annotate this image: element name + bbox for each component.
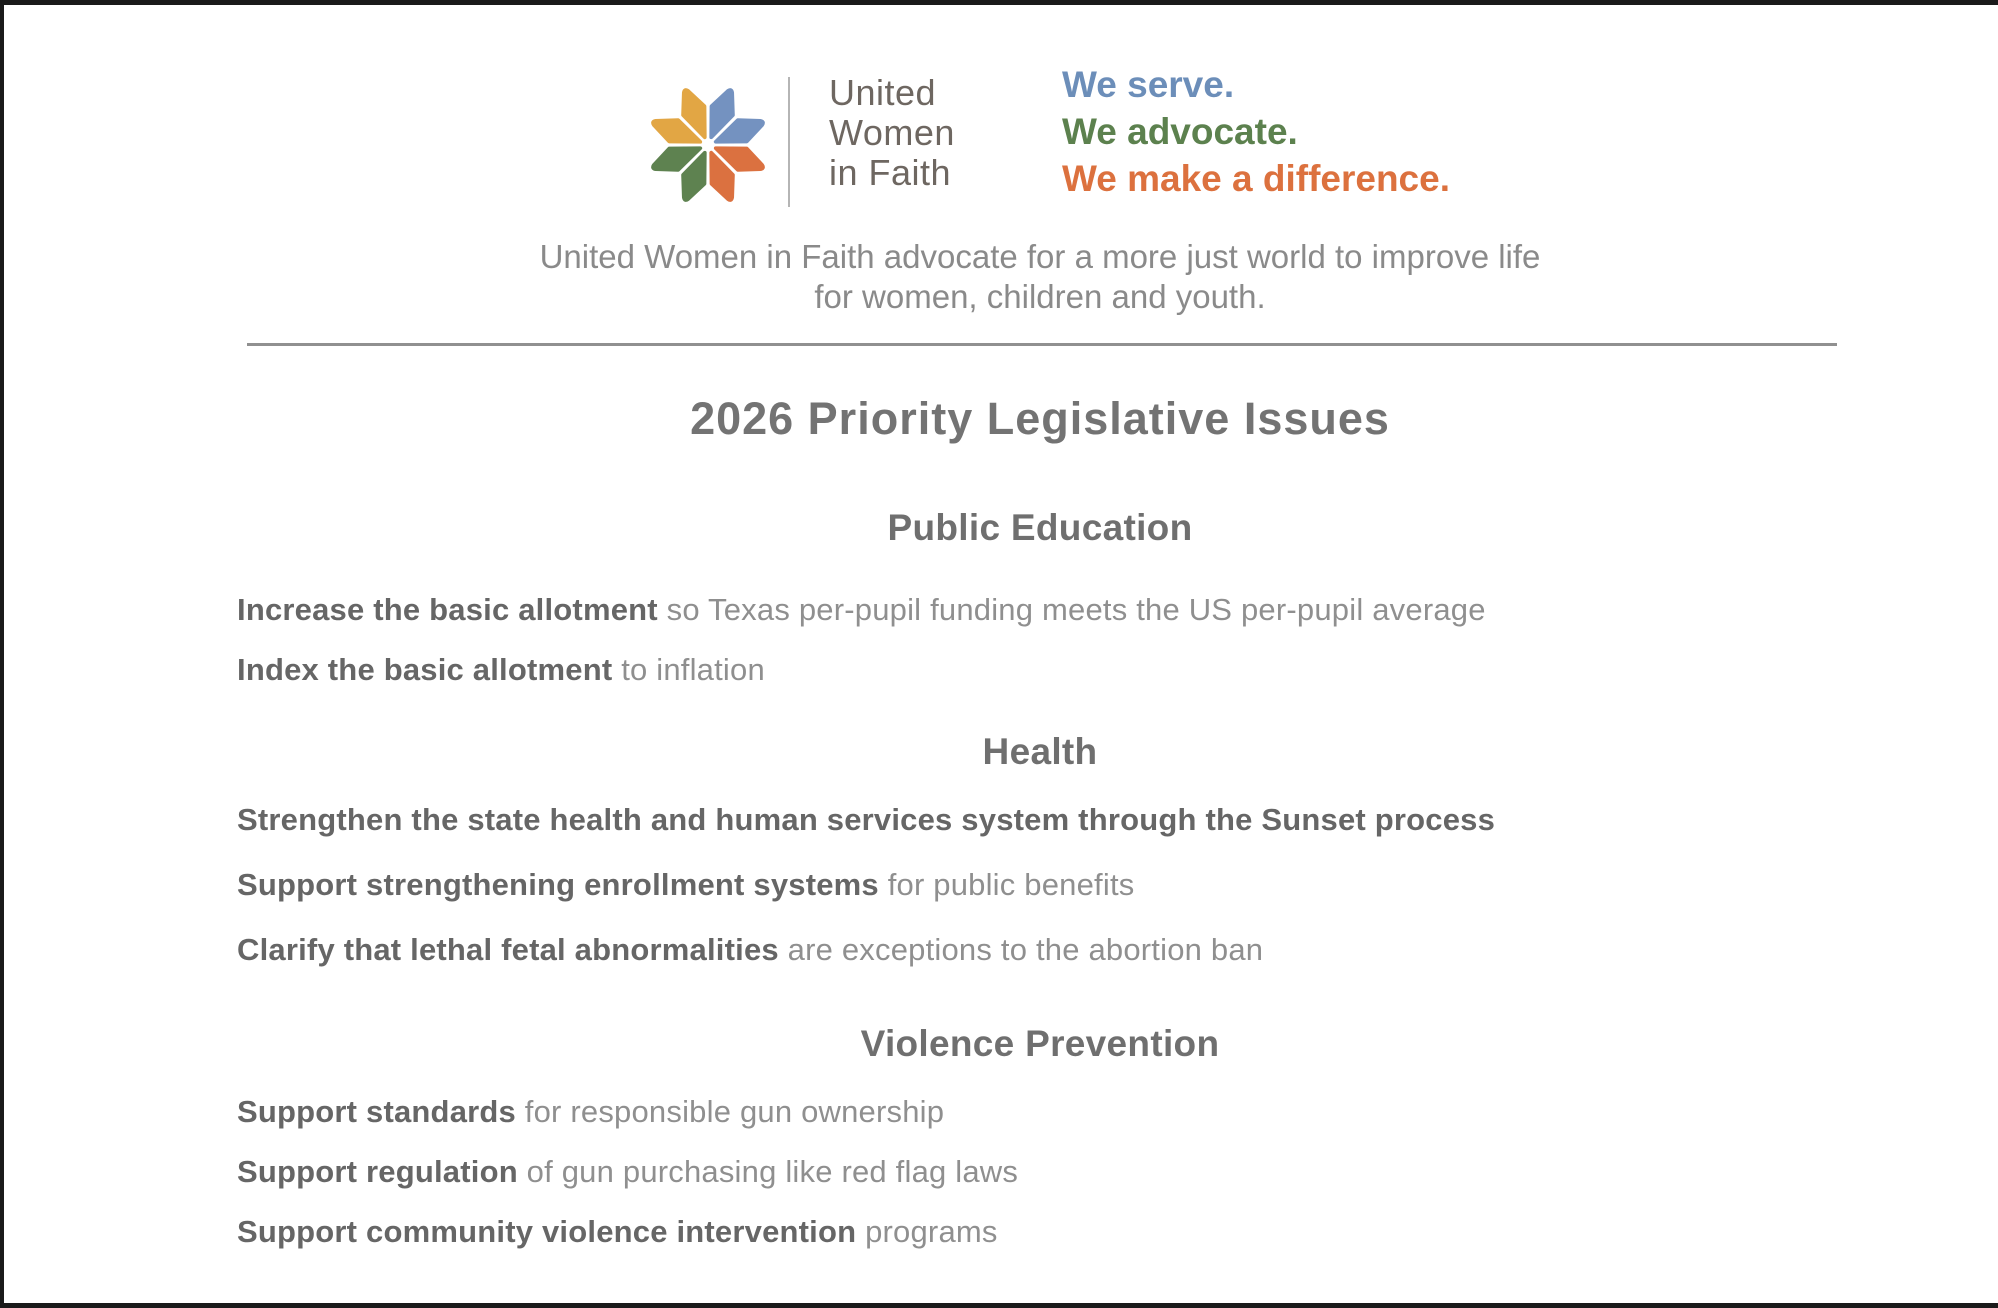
item-lead: Support standards	[237, 1094, 516, 1129]
item-detail: to inflation	[612, 652, 765, 687]
uwf-pinwheel-logo-icon	[643, 80, 773, 210]
item-lead: Support regulation	[237, 1154, 518, 1189]
legislative-item	[237, 1211, 998, 1253]
item-detail: are exceptions to the abortion ban	[778, 932, 1264, 967]
section-heading-health: Health	[982, 731, 1098, 772]
logo-divider	[788, 77, 790, 207]
page-title: 2026 Priority Legislative Issues	[690, 393, 1390, 444]
item-lead: Clarify that lethal fetal abnormalities	[237, 932, 779, 967]
item-lead: Strengthen the state health and human services system through the Sunset process	[237, 802, 1496, 837]
logo-wordmark	[829, 73, 955, 193]
brand-tagline	[1062, 61, 1450, 202]
screen-edge-bottom	[0, 1303, 1998, 1308]
wordmark-line: United	[829, 72, 937, 113]
item-lead: Support community violence intervention	[237, 1214, 857, 1249]
item-detail: so Texas per-pupil funding meets the US per-pupil average	[657, 592, 1486, 627]
legislative-item	[237, 649, 765, 691]
item-lead: Index the basic allotment	[237, 652, 613, 687]
item-detail: for public benefits	[878, 867, 1135, 902]
legislative-item	[237, 864, 1134, 906]
mission-line: for women, children and youth.	[814, 278, 1266, 315]
legislative-item	[237, 1091, 944, 1133]
item-detail: programs	[856, 1214, 998, 1249]
tagline-we-serve: We serve.	[1062, 64, 1235, 105]
mission-statement	[84, 237, 1996, 317]
legislative-item	[237, 929, 1263, 971]
item-lead: Support strengthening enrollment systems	[237, 867, 879, 902]
item-lead: Increase the basic allotment	[237, 592, 658, 627]
wordmark-line: in Faith	[829, 152, 952, 193]
section-heading-public-education: Public Education	[887, 507, 1193, 548]
wordmark-line: Women	[829, 112, 955, 153]
tagline-we-advocate: We advocate.	[1062, 111, 1298, 152]
header-divider	[247, 343, 1837, 346]
mission-line: United Women in Faith advocate for a more just world to improve life	[539, 238, 1541, 275]
legislative-item	[237, 1151, 1018, 1193]
screen-edge-top	[0, 0, 1998, 5]
screen-edge-left	[0, 0, 4, 1308]
section-heading-violence-prevention: Violence Prevention	[860, 1023, 1220, 1064]
tagline-we-make-a-difference: We make a difference.	[1062, 158, 1450, 199]
item-detail: of gun purchasing like red flag laws	[517, 1154, 1019, 1189]
legislative-item	[237, 589, 1486, 631]
legislative-item	[237, 799, 1495, 841]
item-detail: for responsible gun ownership	[515, 1094, 945, 1129]
